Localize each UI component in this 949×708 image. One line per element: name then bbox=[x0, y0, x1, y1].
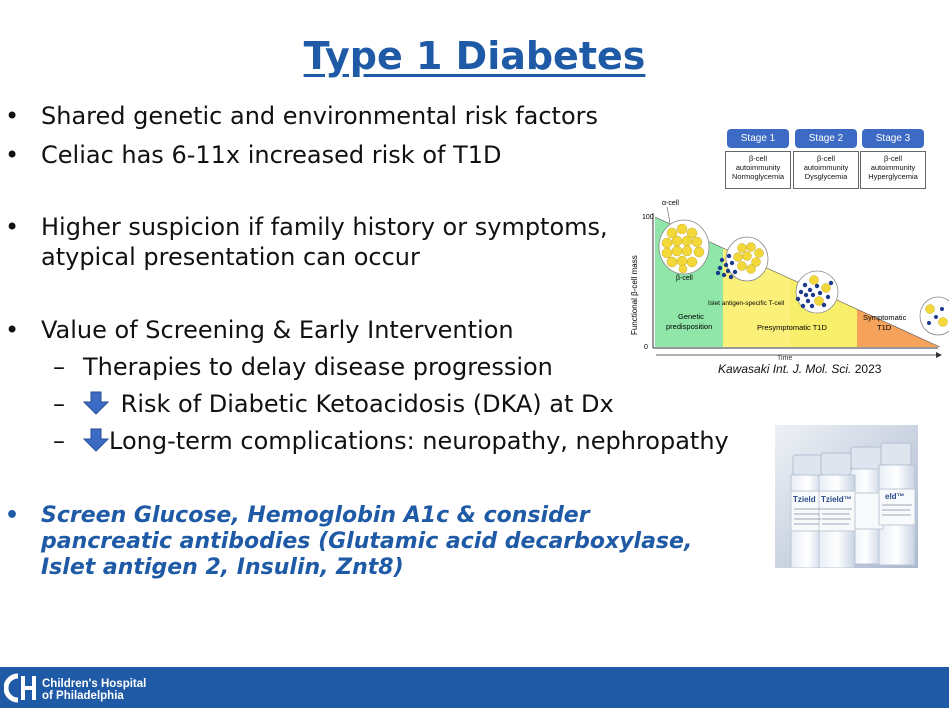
phase-symptomatic-label-2: T1D bbox=[877, 323, 892, 332]
beta-cell-label: β-cell bbox=[676, 275, 693, 282]
stage-1-description: β-cell autoimmunity Normoglycemia bbox=[725, 151, 791, 189]
slide-title: Type 1 Diabetes bbox=[303, 34, 646, 78]
sub-bullet-therapies: – Therapies to delay disease progression bbox=[53, 353, 553, 381]
bullet-dot: • bbox=[5, 213, 20, 241]
stage-2-description: β-cell autoimmunity Dysglycemia bbox=[793, 151, 859, 189]
bullet-screening-recommendation: • Screen Glucose, Hemoglobin A1c & consider pancreatic antibodies (Glutamic acid decarboxylase, Islet antigen 2, Insulin, Znt8) bbox=[5, 503, 693, 580]
vial-label-2: Tzield™ bbox=[821, 495, 852, 504]
phase-genetic-label: Genetic bbox=[678, 312, 704, 321]
vial-label-3: eld™ bbox=[885, 492, 905, 501]
stage-2-label: Stage 2 bbox=[795, 129, 857, 148]
bullet-dot: • bbox=[5, 102, 20, 130]
bullet-celiac-risk: • Celiac has 6-11x increased risk of T1D bbox=[5, 141, 502, 169]
x-axis-label: Time bbox=[777, 355, 793, 362]
bullet-dot: • bbox=[5, 503, 20, 528]
insulitis-islet-icon bbox=[716, 237, 768, 281]
down-arrow-icon bbox=[83, 428, 109, 452]
phase-presymptomatic-label: Presymptomatic T1D bbox=[757, 323, 827, 332]
tcell-label: Islet antigen-specific T-cell bbox=[708, 300, 785, 307]
bullet-suspicion: • Higher suspicion if family history or symptoms, atypical presentation can occur bbox=[5, 213, 608, 271]
depleted-islet-icon bbox=[920, 297, 949, 335]
sub-bullet-complications: – Long-term complications: neuropathy, nephropathy bbox=[53, 427, 729, 455]
healthy-islet-icon bbox=[659, 220, 709, 274]
figure-citation: Kawasaki Int. J. Mol. Sci. 2023 bbox=[718, 362, 882, 376]
y-axis-bottom-label: 0 bbox=[644, 344, 648, 351]
chop-logo-text: Children's Hospital of Philadelphia bbox=[42, 678, 147, 702]
y-axis-top-label: 100 bbox=[642, 214, 654, 221]
vial-label-1: Tzield bbox=[793, 495, 816, 504]
tzield-vials-photo bbox=[775, 425, 918, 568]
t1d-staging-figure bbox=[620, 125, 949, 380]
phase-genetic-label-2: predisposition bbox=[666, 322, 713, 331]
bullet-genetic-risk: • Shared genetic and environmental risk factors bbox=[5, 102, 599, 130]
chop-logo-icon bbox=[4, 673, 40, 703]
bullet-dot: • bbox=[5, 141, 20, 169]
damaged-islet-icon bbox=[796, 271, 838, 313]
phase-symptomatic-label: Symptomatic bbox=[863, 313, 907, 322]
sub-bullet-dka: – Risk of Diabetic Ketoacidosis (DKA) at Dx bbox=[53, 390, 614, 418]
stage-3-label: Stage 3 bbox=[862, 129, 924, 148]
bullet-screening-value: • Value of Screening & Early Intervention bbox=[5, 316, 514, 344]
stage-3-description: β-cell autoimmunity Hyperglycemia bbox=[860, 151, 926, 189]
alpha-cell-label: α-cell bbox=[662, 200, 679, 207]
down-arrow-icon bbox=[83, 391, 109, 415]
stage-1-label: Stage 1 bbox=[727, 129, 789, 148]
beta-cell-mass-diagram bbox=[620, 125, 949, 380]
y-axis-label: Functional β-cell mass bbox=[630, 255, 639, 335]
bullet-dot: • bbox=[5, 316, 20, 344]
